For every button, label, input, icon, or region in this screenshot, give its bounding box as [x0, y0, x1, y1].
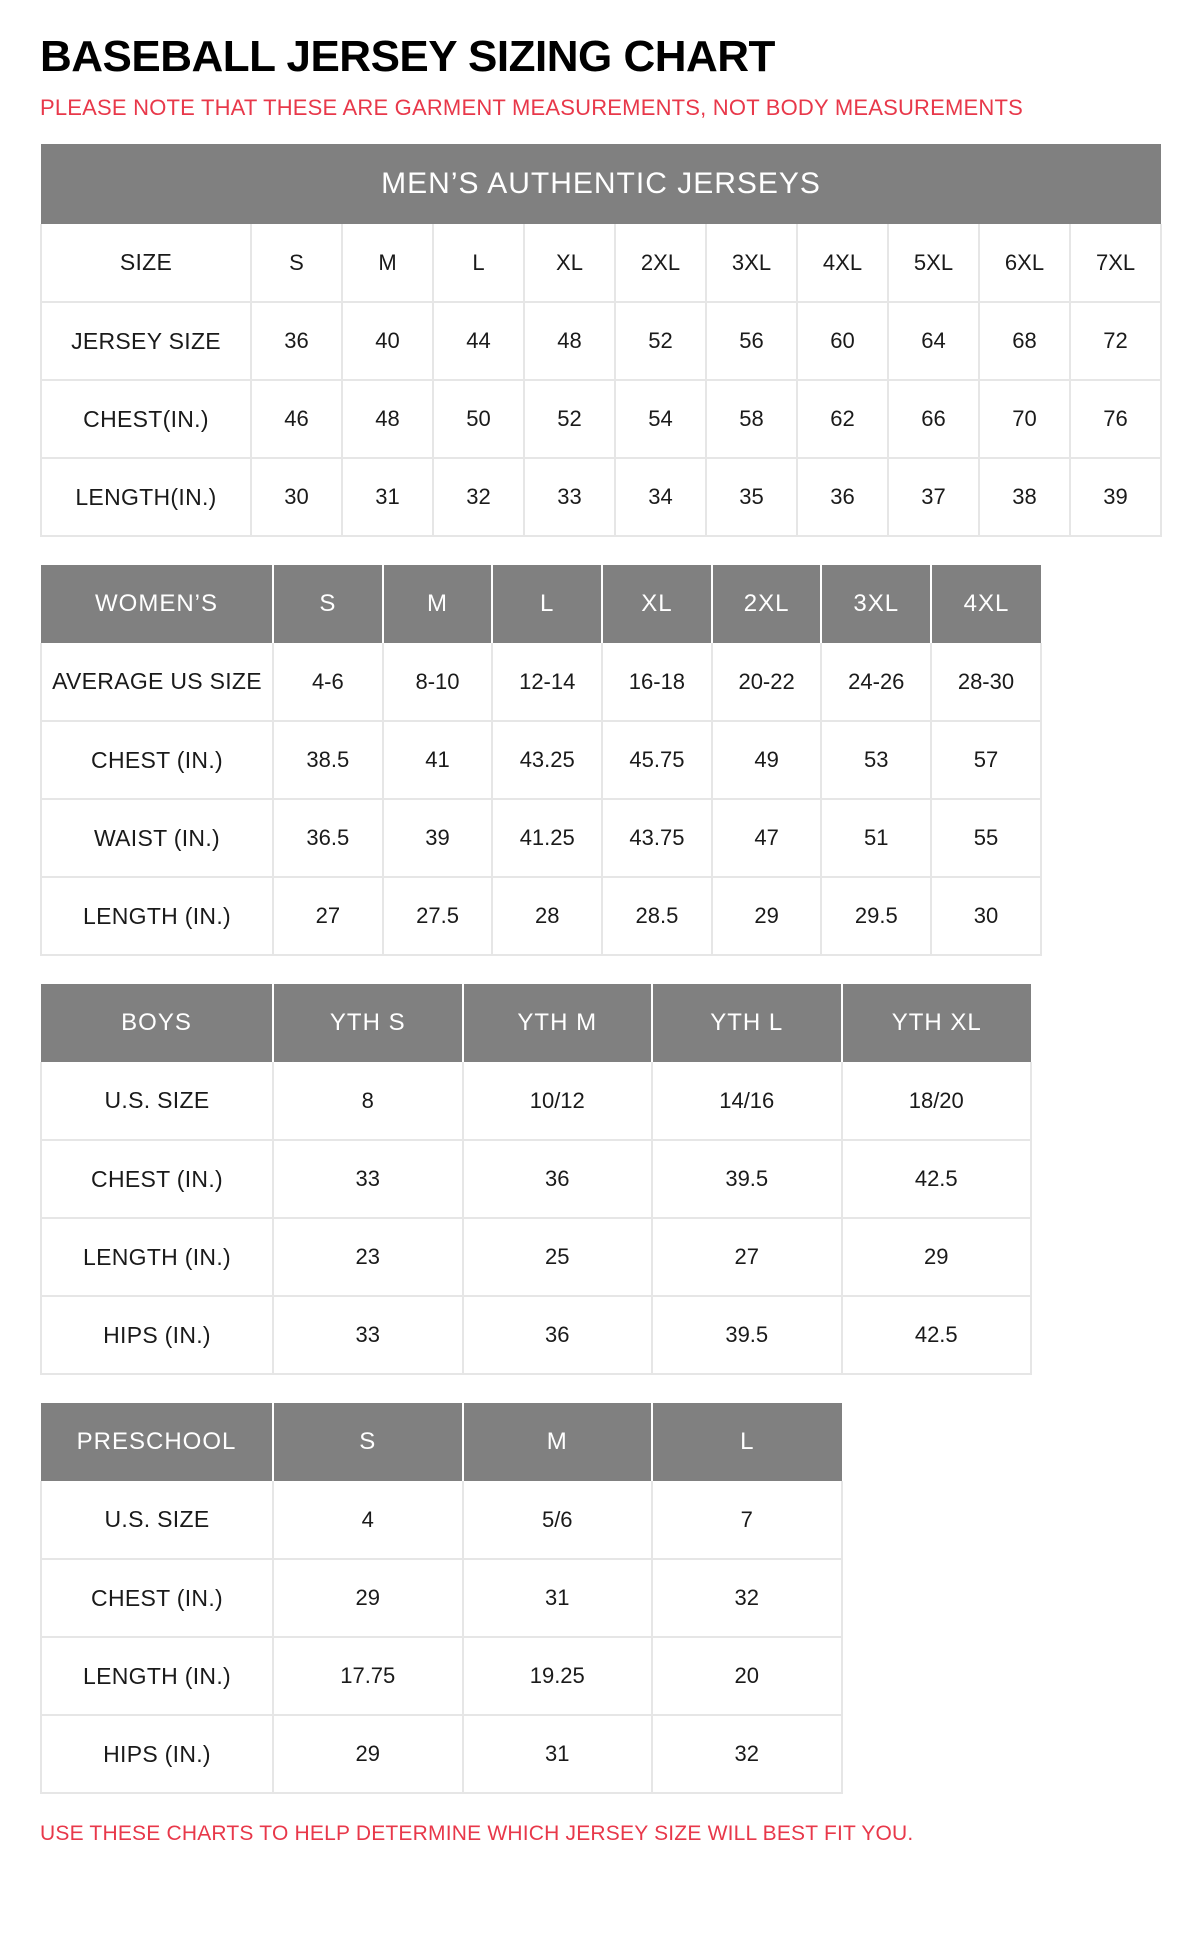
row-label: LENGTH (IN.) — [41, 1218, 273, 1296]
mens-header-l: L — [433, 224, 524, 302]
cell: 29 — [842, 1218, 1032, 1296]
cell: 35 — [706, 458, 797, 536]
boys-header-label: BOYS — [41, 984, 273, 1062]
row-label: LENGTH (IN.) — [41, 877, 273, 955]
row-label: CHEST (IN.) — [41, 1140, 273, 1218]
cell: 29.5 — [821, 877, 931, 955]
cell: 28-30 — [931, 643, 1041, 721]
cell: 8 — [273, 1062, 463, 1140]
cell: 39 — [1070, 458, 1161, 536]
cell: 41.25 — [492, 799, 602, 877]
cell: 4 — [273, 1481, 463, 1559]
cell: 34 — [615, 458, 706, 536]
table-row — [41, 799, 1041, 877]
cell: 39.5 — [652, 1140, 842, 1218]
cell: 57 — [931, 721, 1041, 799]
preschool-sizing-table — [40, 1403, 843, 1794]
womens-header-label: WOMEN’S — [41, 565, 273, 643]
cell: 23 — [273, 1218, 463, 1296]
cell: 30 — [251, 458, 342, 536]
boys-sizing-table — [40, 984, 1032, 1375]
cell: 7 — [652, 1481, 842, 1559]
mens-header-2xl: 2XL — [615, 224, 706, 302]
table-row — [41, 1481, 842, 1559]
cell: 49 — [712, 721, 822, 799]
boys-header-yth-l: YTH L — [652, 984, 842, 1062]
cell: 14/16 — [652, 1062, 842, 1140]
cell: 36 — [463, 1296, 653, 1374]
cell: 48 — [342, 380, 433, 458]
table-row — [41, 877, 1041, 955]
boys-header-yth-m: YTH M — [463, 984, 653, 1062]
table-row — [41, 1296, 1031, 1374]
cell: 43.75 — [602, 799, 712, 877]
womens-header-2xl: 2XL — [712, 565, 822, 643]
cell: 42.5 — [842, 1140, 1032, 1218]
cell: 27 — [273, 877, 383, 955]
cell: 76 — [1070, 380, 1161, 458]
cell: 31 — [463, 1559, 653, 1637]
cell: 44 — [433, 302, 524, 380]
table-row — [41, 1637, 842, 1715]
cell: 28 — [492, 877, 602, 955]
cell: 51 — [821, 799, 931, 877]
cell: 37 — [888, 458, 979, 536]
cell: 10/12 — [463, 1062, 653, 1140]
row-label: JERSEY SIZE — [41, 302, 251, 380]
mens-header-s: S — [251, 224, 342, 302]
cell: 33 — [524, 458, 615, 536]
cell: 27.5 — [383, 877, 493, 955]
mens-header-4xl: 4XL — [797, 224, 888, 302]
table-row — [41, 1218, 1031, 1296]
cell: 8-10 — [383, 643, 493, 721]
mens-header-size: SIZE — [41, 224, 251, 302]
womens-header-m: M — [383, 565, 493, 643]
preschool-header-label: PRESCHOOL — [41, 1403, 273, 1481]
cell: 72 — [1070, 302, 1161, 380]
row-label: CHEST (IN.) — [41, 721, 273, 799]
cell: 66 — [888, 380, 979, 458]
table-row — [41, 458, 1161, 536]
cell: 32 — [433, 458, 524, 536]
preschool-header-m: M — [463, 1403, 653, 1481]
mens-header-7xl: 7XL — [1070, 224, 1161, 302]
table-row — [41, 380, 1161, 458]
womens-header-s: S — [273, 565, 383, 643]
cell: 32 — [652, 1715, 842, 1793]
womens-sizing-table — [40, 565, 1042, 956]
row-label: CHEST(IN.) — [41, 380, 251, 458]
womens-header-l: L — [492, 565, 602, 643]
cell: 36 — [797, 458, 888, 536]
row-label: AVERAGE US SIZE — [41, 643, 273, 721]
cell: 52 — [524, 380, 615, 458]
cell: 29 — [273, 1715, 463, 1793]
cell: 45.75 — [602, 721, 712, 799]
table-row — [41, 721, 1041, 799]
mens-banner-row — [41, 144, 1161, 224]
cell: 38.5 — [273, 721, 383, 799]
cell: 4-6 — [273, 643, 383, 721]
cell: 20 — [652, 1637, 842, 1715]
row-label: LENGTH (IN.) — [41, 1637, 273, 1715]
cell: 31 — [463, 1715, 653, 1793]
table-row — [41, 1062, 1031, 1140]
cell: 50 — [433, 380, 524, 458]
boys-header-yth-xl: YTH XL — [842, 984, 1032, 1062]
row-label: HIPS (IN.) — [41, 1296, 273, 1374]
cell: 31 — [342, 458, 433, 536]
mens-header-6xl: 6XL — [979, 224, 1070, 302]
row-label: HIPS (IN.) — [41, 1715, 273, 1793]
cell: 64 — [888, 302, 979, 380]
row-label: CHEST (IN.) — [41, 1559, 273, 1637]
mens-header-m: M — [342, 224, 433, 302]
cell: 68 — [979, 302, 1070, 380]
cell: 29 — [712, 877, 822, 955]
cell: 55 — [931, 799, 1041, 877]
footer-note: USE THESE CHARTS TO HELP DETERMINE WHICH JERSEY SIZE WILL BEST FIT YOU. — [40, 1822, 914, 1846]
cell: 36 — [463, 1140, 653, 1218]
mens-header-3xl: 3XL — [706, 224, 797, 302]
row-label: U.S. SIZE — [41, 1062, 273, 1140]
cell: 20-22 — [712, 643, 822, 721]
boys-header-yth-s: YTH S — [273, 984, 463, 1062]
table-row — [41, 643, 1041, 721]
table-row — [41, 302, 1161, 380]
cell: 16-18 — [602, 643, 712, 721]
cell: 47 — [712, 799, 822, 877]
cell: 33 — [273, 1140, 463, 1218]
cell: 56 — [706, 302, 797, 380]
cell: 33 — [273, 1296, 463, 1374]
page-title: BASEBALL JERSEY SIZING CHART — [40, 32, 775, 81]
cell: 60 — [797, 302, 888, 380]
mens-header-5xl: 5XL — [888, 224, 979, 302]
cell: 38 — [979, 458, 1070, 536]
row-label: LENGTH(IN.) — [41, 458, 251, 536]
table-row — [41, 1715, 842, 1793]
cell: 58 — [706, 380, 797, 458]
cell: 29 — [273, 1559, 463, 1637]
cell: 12-14 — [492, 643, 602, 721]
cell: 42.5 — [842, 1296, 1032, 1374]
measurement-note: PLEASE NOTE THAT THESE ARE GARMENT MEASUREMENTS, NOT BODY MEASUREMENTS — [40, 95, 1024, 121]
womens-header-row — [41, 565, 1041, 643]
cell: 18/20 — [842, 1062, 1032, 1140]
preschool-header-l: L — [652, 1403, 842, 1481]
mens-header-xl: XL — [524, 224, 615, 302]
boys-header-row — [41, 984, 1031, 1062]
cell: 17.75 — [273, 1637, 463, 1715]
preschool-header-s: S — [273, 1403, 463, 1481]
cell: 27 — [652, 1218, 842, 1296]
mens-banner-title: MEN’S AUTHENTIC JERSEYS — [41, 144, 1161, 224]
preschool-header-row — [41, 1403, 842, 1481]
row-label: WAIST (IN.) — [41, 799, 273, 877]
cell: 36 — [251, 302, 342, 380]
cell: 24-26 — [821, 643, 931, 721]
womens-header-xl: XL — [602, 565, 712, 643]
cell: 32 — [652, 1559, 842, 1637]
table-row — [41, 1140, 1031, 1218]
cell: 36.5 — [273, 799, 383, 877]
cell: 53 — [821, 721, 931, 799]
cell: 28.5 — [602, 877, 712, 955]
womens-header-3xl: 3XL — [821, 565, 931, 643]
cell: 39 — [383, 799, 493, 877]
cell: 19.25 — [463, 1637, 653, 1715]
cell: 39.5 — [652, 1296, 842, 1374]
cell: 5/6 — [463, 1481, 653, 1559]
cell: 48 — [524, 302, 615, 380]
cell: 30 — [931, 877, 1041, 955]
cell: 46 — [251, 380, 342, 458]
cell: 25 — [463, 1218, 653, 1296]
womens-header-4xl: 4XL — [931, 565, 1041, 643]
cell: 43.25 — [492, 721, 602, 799]
cell: 62 — [797, 380, 888, 458]
table-row — [41, 1559, 842, 1637]
cell: 70 — [979, 380, 1070, 458]
cell: 41 — [383, 721, 493, 799]
cell: 52 — [615, 302, 706, 380]
mens-sizing-table — [40, 144, 1162, 537]
mens-header-row — [41, 224, 1161, 302]
cell: 54 — [615, 380, 706, 458]
row-label: U.S. SIZE — [41, 1481, 273, 1559]
cell: 40 — [342, 302, 433, 380]
